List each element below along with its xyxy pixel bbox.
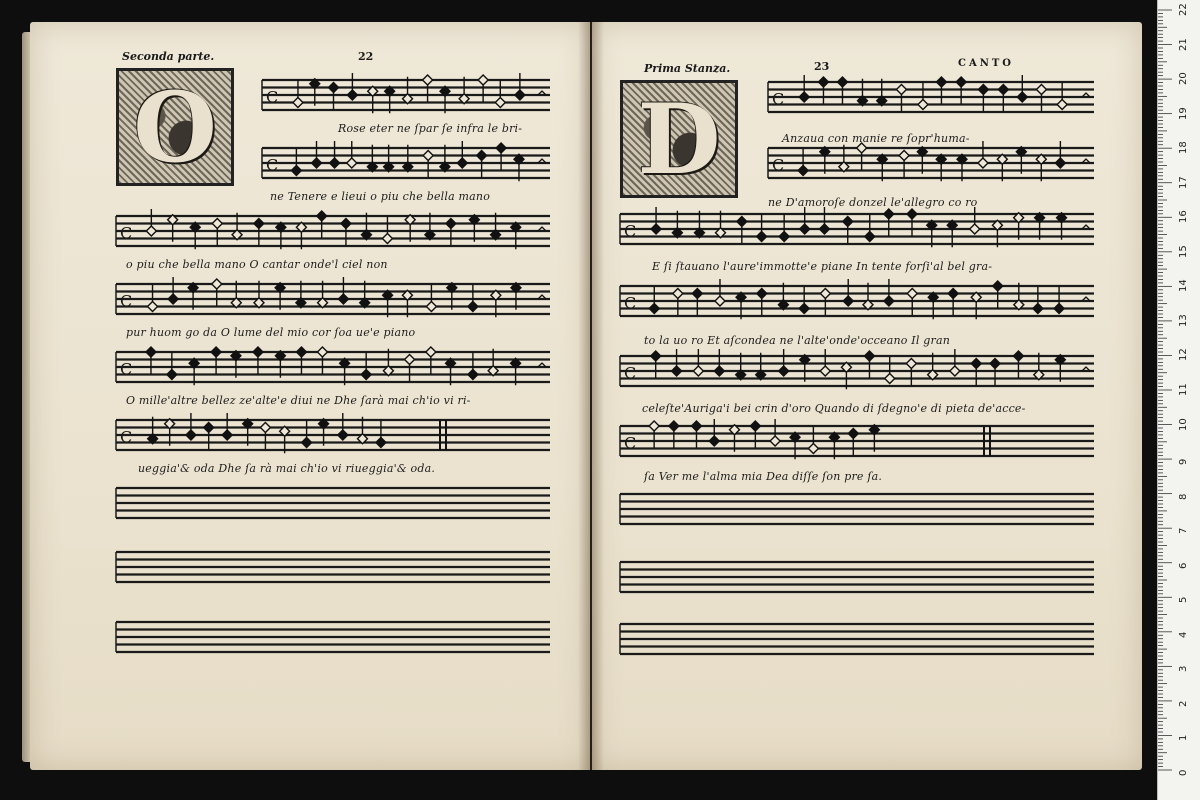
- ruler-label: 19: [1178, 106, 1189, 120]
- note-head: [222, 430, 232, 440]
- note-head: [1017, 92, 1027, 102]
- note-head: [651, 224, 661, 234]
- open-book: [30, 22, 1142, 770]
- ruler-label: 13: [1178, 314, 1189, 327]
- music-staff: [116, 347, 550, 385]
- note-head: [692, 289, 702, 299]
- note-head: [673, 289, 683, 299]
- note-head: [253, 347, 263, 357]
- note-head: [948, 289, 958, 299]
- music-staff: [620, 349, 1094, 389]
- note-head: [970, 224, 980, 234]
- note-head: [993, 281, 1003, 291]
- left-page: [30, 22, 590, 770]
- note-head: [808, 444, 818, 454]
- ruler-label: 0: [1178, 769, 1189, 776]
- clef-glyph: C: [120, 427, 133, 447]
- ruler-label: 12: [1178, 348, 1189, 362]
- lyric-line: celeſte'Auriga'i bei crin d'oro Quando di ſdegno'e di pieta de'acce-: [642, 402, 1026, 415]
- music-staff: [116, 552, 550, 582]
- note-head: [515, 90, 525, 100]
- right-page: [592, 22, 1142, 770]
- lyric-line: ſa Ver me l'alma mia Dea diſſe ſon pre ſa.: [644, 470, 883, 483]
- note-head: [338, 294, 348, 304]
- note-head: [317, 211, 327, 221]
- note-head: [818, 77, 828, 87]
- note-head: [186, 430, 196, 440]
- lyric-line: ne D'amoroſe donzel le'allegro co ro: [768, 196, 978, 209]
- note-head: [820, 366, 830, 376]
- note-head: [956, 77, 966, 87]
- note-head: [212, 279, 222, 289]
- ruler-ticks: [1158, 0, 1200, 800]
- note-head: [770, 436, 780, 446]
- note-head: [971, 359, 981, 369]
- note-head: [338, 430, 348, 440]
- music-staff: [620, 562, 1094, 592]
- clef-glyph: C: [120, 291, 133, 311]
- ruler-label: 5: [1178, 596, 1189, 604]
- note-head: [211, 347, 221, 357]
- initial-letter: D: [637, 82, 721, 196]
- note-head: [750, 421, 760, 431]
- music-staff: [768, 75, 1094, 112]
- ruler-label: 15: [1178, 245, 1189, 258]
- music-staff: [116, 622, 550, 652]
- ruler-label: 10: [1178, 417, 1189, 431]
- lyric-line: pur huom go da O lume del mio cor ſoa ue'e piano: [126, 326, 416, 339]
- running-head: CANTO: [958, 58, 1015, 69]
- music-staff: [262, 141, 550, 181]
- note-head: [864, 351, 874, 361]
- note-head: [293, 98, 303, 108]
- right-section-label: Prima Stanza.: [644, 62, 731, 75]
- note-head: [691, 421, 701, 431]
- note-head: [936, 77, 946, 87]
- note-head: [168, 294, 178, 304]
- note-head: [426, 347, 436, 357]
- ruler-label: 18: [1178, 141, 1189, 155]
- note-head: [737, 217, 747, 227]
- note-head: [819, 224, 829, 234]
- note-head: [978, 158, 988, 168]
- note-head: [950, 366, 960, 376]
- ruler-label: 14: [1178, 279, 1189, 293]
- ruler-label: 22: [1178, 3, 1189, 16]
- lyric-line: to la uo ro Et aſcondea ne l'alte'onde'occeano Il gran: [644, 334, 951, 347]
- note-head: [426, 302, 436, 312]
- ruler-label: 6: [1178, 562, 1189, 569]
- note-head: [468, 302, 478, 312]
- note-head: [146, 347, 156, 357]
- ruler-label: 2: [1178, 700, 1189, 707]
- ruler-label: 4: [1178, 631, 1189, 638]
- note-head: [1057, 100, 1067, 110]
- note-head: [347, 158, 357, 168]
- initial-letter: O: [133, 70, 217, 184]
- clef-glyph: C: [624, 293, 637, 313]
- music-staff: [620, 207, 1094, 247]
- note-head: [714, 366, 724, 376]
- note-head: [715, 296, 725, 306]
- note-head: [757, 289, 767, 299]
- ruler-label: 1: [1178, 735, 1189, 742]
- note-head: [649, 304, 659, 314]
- ruler-label: 9: [1178, 458, 1189, 466]
- note-head: [907, 289, 917, 299]
- note-head: [296, 347, 306, 357]
- note-head: [899, 151, 909, 161]
- note-head: [468, 370, 478, 380]
- note-head: [329, 83, 339, 93]
- note-head: [260, 423, 270, 433]
- ruler-label: 8: [1178, 493, 1189, 500]
- note-head: [1033, 304, 1043, 314]
- clef-glyph: C: [624, 221, 637, 241]
- lyric-line: Rose eter ne ſpar ſe infra le bri-: [338, 122, 523, 135]
- note-head: [848, 429, 858, 439]
- note-head: [672, 366, 682, 376]
- note-head: [148, 302, 158, 312]
- clef-glyph: C: [266, 87, 279, 107]
- note-head: [896, 85, 906, 95]
- music-staff: [116, 209, 550, 249]
- ruler-label: 11: [1178, 383, 1189, 396]
- note-head: [291, 166, 301, 176]
- note-head: [978, 85, 988, 95]
- note-head: [457, 158, 467, 168]
- note-head: [779, 366, 789, 376]
- music-staff: [620, 494, 1094, 524]
- note-head: [820, 289, 830, 299]
- left-page-number: 22: [358, 50, 374, 63]
- left-section-label: Seconda parte.: [122, 50, 215, 63]
- note-head: [865, 232, 875, 242]
- ruler-label: 20: [1178, 72, 1189, 86]
- note-head: [709, 436, 719, 446]
- clef-glyph: C: [266, 155, 279, 175]
- right-page-number: 23: [814, 60, 830, 73]
- music-staff: [620, 419, 1094, 459]
- note-head: [918, 100, 928, 110]
- note-head: [478, 75, 488, 85]
- ruler-label: 21: [1178, 37, 1189, 51]
- clef-glyph: C: [120, 359, 133, 379]
- note-head: [651, 351, 661, 361]
- measurement-ruler: [1157, 0, 1200, 800]
- note-head: [779, 232, 789, 242]
- note-head: [649, 421, 659, 431]
- note-head: [312, 158, 322, 168]
- note-head: [496, 143, 506, 153]
- note-head: [302, 438, 312, 448]
- note-head: [254, 219, 264, 229]
- ruler-label: 17: [1178, 175, 1189, 189]
- music-staff: [116, 488, 550, 518]
- note-head: [317, 347, 327, 357]
- note-head: [843, 217, 853, 227]
- note-head: [376, 438, 386, 448]
- music-staff: [768, 141, 1094, 181]
- note-head: [361, 370, 371, 380]
- note-head: [330, 158, 340, 168]
- music-staff: [620, 624, 1094, 654]
- note-head: [798, 166, 808, 176]
- lyric-line: O mille'altre bellez ze'alte'e diui ne Dhe ſarà mai ch'io vi ri-: [126, 394, 471, 407]
- lyric-line: Anzaua con manie re ſopr'huma-: [782, 132, 970, 145]
- note-head: [998, 85, 1008, 95]
- note-head: [167, 370, 177, 380]
- note-head: [1055, 158, 1065, 168]
- clef-glyph: C: [624, 433, 637, 453]
- note-head: [1013, 351, 1023, 361]
- ruler-label: 16: [1178, 210, 1189, 224]
- ruler-label: 7: [1178, 527, 1189, 535]
- note-head: [669, 421, 679, 431]
- note-head: [347, 90, 357, 100]
- music-staff: [620, 279, 1094, 319]
- note-head: [843, 296, 853, 306]
- note-head: [799, 92, 809, 102]
- clef-glyph: C: [120, 223, 133, 243]
- music-staff: [262, 73, 550, 113]
- clef-glyph: C: [772, 89, 785, 109]
- note-head: [405, 355, 415, 365]
- note-head: [495, 98, 505, 108]
- lyric-line: ne Tenere e lieui o piu che bella mano: [270, 190, 491, 203]
- ruler-label: 3: [1178, 665, 1189, 673]
- note-head: [837, 77, 847, 87]
- note-head: [884, 296, 894, 306]
- note-head: [800, 224, 810, 234]
- note-head: [693, 366, 703, 376]
- note-head: [906, 359, 916, 369]
- note-head: [907, 209, 917, 219]
- note-head: [884, 209, 894, 219]
- note-head: [1036, 85, 1046, 95]
- note-head: [341, 219, 351, 229]
- lyric-line: E ſi ſtauano l'aure'immotte'e piane In tente forſi'al bel gra-: [652, 260, 993, 273]
- note-head: [146, 226, 156, 236]
- clef-glyph: C: [772, 155, 785, 175]
- music-staff: [116, 413, 550, 453]
- note-head: [423, 75, 433, 85]
- note-head: [477, 151, 487, 161]
- note-head: [204, 423, 214, 433]
- note-head: [799, 304, 809, 314]
- lyric-line: ueggia'& oda Dhe ſa rà mai ch'io vi riueggia'& oda.: [138, 462, 436, 475]
- note-head: [990, 359, 1000, 369]
- book-gutter: [578, 22, 604, 770]
- note-head: [446, 219, 456, 229]
- note-head: [1054, 304, 1064, 314]
- clef-glyph: C: [624, 363, 637, 383]
- note-head: [382, 234, 392, 244]
- note-head: [423, 151, 433, 161]
- music-staff: [116, 277, 550, 317]
- lyric-line: o piu che bella mano O cantar onde'l ciel non: [126, 258, 388, 271]
- note-head: [212, 219, 222, 229]
- note-head: [885, 374, 895, 384]
- note-head: [757, 232, 767, 242]
